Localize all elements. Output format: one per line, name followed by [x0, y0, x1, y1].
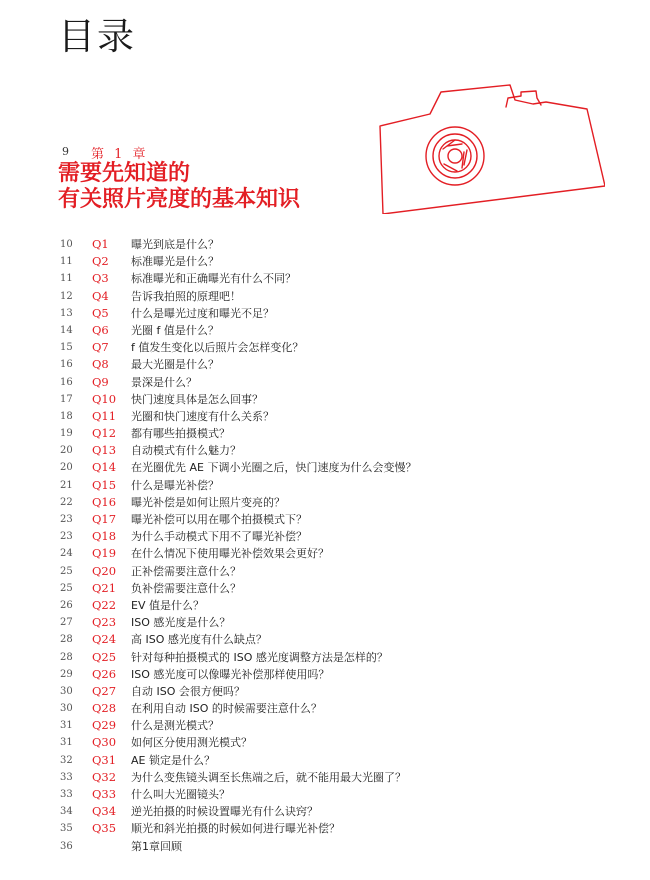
toc-page-number: 27 [60, 617, 73, 629]
toc-question-number: Q19 [92, 546, 117, 561]
toc-page-number: 28 [60, 651, 73, 663]
toc-entry[interactable] [0, 270, 650, 287]
chapter-title-line-2: 有关照片亮度的基本知识 [58, 187, 301, 212]
toc-entry[interactable] [0, 838, 650, 855]
toc-entry[interactable] [0, 803, 650, 820]
toc-entry-title: ISO 感光度可以像曝光补偿那样使用吗？ [131, 667, 330, 681]
toc-question-number: Q8 [92, 357, 109, 372]
toc-question-number: Q20 [92, 563, 117, 578]
toc-entry[interactable] [0, 425, 650, 442]
toc-entry[interactable] [0, 356, 650, 373]
toc-page-number: 30 [60, 703, 73, 715]
toc-entry-title: 顺光和斜光拍摄的时候如何进行曝光补偿？ [131, 822, 340, 836]
toc-page-number: 33 [60, 789, 73, 800]
toc-page-number: 21 [60, 479, 73, 491]
toc-entry-title: 曝光补偿是如何让照片变亮的？ [131, 495, 285, 509]
toc-page-number: 15 [60, 342, 73, 354]
toc-page-number: 12 [60, 290, 73, 302]
toc-entry[interactable] [0, 391, 650, 408]
toc-question-number: Q10 [92, 391, 117, 406]
toc-question-number: Q11 [92, 408, 117, 423]
toc-page-number: 16 [60, 376, 73, 388]
toc-page-number: 14 [60, 324, 73, 336]
toc-page-number: 26 [60, 599, 73, 611]
toc-entry-title: 什么叫大光圈镜头？ [131, 788, 230, 801]
toc-entry[interactable] [0, 545, 650, 562]
chapter-label: 第 1 章 [91, 147, 149, 162]
toc-page-number: 20 [60, 462, 73, 474]
toc-question-number: Q29 [92, 718, 117, 733]
toc-question-number: Q12 [92, 426, 117, 441]
table-of-contents [0, 236, 650, 855]
toc-entry[interactable] [0, 580, 650, 597]
toc-question-number: Q4 [92, 288, 109, 303]
toc-entry[interactable] [0, 459, 650, 476]
toc-question-number: Q22 [92, 597, 117, 612]
toc-entry[interactable] [0, 374, 650, 391]
toc-entry-title: 曝光补偿可以用在哪个拍摄模式下？ [131, 513, 307, 526]
toc-page-number: 29 [60, 668, 73, 680]
toc-question-number: Q21 [92, 580, 117, 595]
toc-entry[interactable] [0, 666, 650, 683]
toc-entry[interactable] [0, 717, 650, 734]
toc-page-number: 25 [60, 565, 73, 577]
toc-entry-title: 自动 ISO 会很方便吗？ [131, 684, 245, 698]
toc-entry-title: 什么是曝光补偿？ [131, 478, 219, 492]
toc-page-number: 10 [60, 239, 73, 250]
toc-entry-title: 高 ISO 感光度有什么缺点？ [131, 633, 267, 647]
toc-entry[interactable] [0, 649, 650, 666]
toc-entry-title: 景深是什么？ [131, 375, 197, 389]
toc-entry[interactable] [0, 597, 650, 614]
toc-entry[interactable] [0, 339, 650, 356]
toc-question-number: Q23 [92, 615, 117, 630]
toc-entry[interactable] [0, 563, 650, 580]
toc-entry[interactable] [0, 786, 650, 803]
toc-page-number: 11 [60, 273, 73, 285]
toc-entry[interactable] [0, 631, 650, 648]
toc-entry-title: 在利用自动 ISO 的时候需要注意什么？ [131, 702, 322, 716]
toc-page-number: 25 [60, 582, 73, 594]
toc-question-number: Q28 [92, 701, 117, 716]
toc-entry[interactable] [0, 700, 650, 717]
toc-page-number: 13 [60, 307, 73, 319]
toc-entry[interactable] [0, 305, 650, 322]
toc-entry[interactable] [0, 683, 650, 700]
toc-entry-title: 为什么变焦镜头调至长焦端之后，就不能用最大光圈了？ [131, 770, 406, 784]
toc-question-number: Q14 [92, 460, 117, 475]
toc-entry[interactable] [0, 477, 650, 494]
toc-page-number: 28 [60, 634, 73, 646]
toc-entry-title: 如何区分使用测光模式？ [131, 736, 252, 750]
toc-entry[interactable] [0, 236, 650, 253]
toc-entry-title: 第1章回顾 [131, 839, 182, 853]
toc-entry-title: f 值发生变化以后照片会怎样变化？ [131, 341, 304, 355]
camera-illustration [373, 82, 605, 214]
toc-page-number: 31 [60, 720, 73, 732]
toc-entry-title: 最大光圈是什么？ [131, 358, 219, 372]
toc-question-number: Q27 [92, 683, 117, 698]
toc-question-number: Q33 [92, 787, 117, 801]
toc-question-number: Q32 [92, 769, 117, 784]
toc-entry-title: 逆光拍摄的时候设置曝光有什么诀窍？ [131, 805, 318, 819]
toc-entry[interactable] [0, 408, 650, 425]
toc-entry-title: 为什么手动模式下用不了曝光补偿？ [131, 530, 307, 544]
toc-entry-title: 快门速度具体是怎么回事？ [131, 392, 263, 406]
toc-page-number: 22 [60, 496, 73, 508]
toc-question-number: Q13 [92, 443, 117, 458]
toc-question-number: Q9 [92, 374, 109, 389]
toc-entry[interactable] [0, 528, 650, 545]
toc-entry[interactable] [0, 769, 650, 786]
toc-question-number: Q16 [92, 494, 117, 509]
toc-page-number: 24 [60, 548, 73, 560]
toc-question-number: Q30 [92, 735, 117, 750]
toc-entry-title: 光圈和快门速度有什么关系？ [131, 409, 274, 423]
toc-page-number: 16 [60, 359, 73, 371]
toc-entry-title: 曝光到底是什么？ [131, 238, 219, 251]
toc-entry[interactable] [0, 442, 650, 459]
toc-page-number: 20 [60, 445, 73, 457]
toc-page-number: 11 [60, 256, 73, 268]
toc-question-number: Q1 [92, 237, 109, 251]
toc-question-number: Q17 [92, 512, 117, 526]
toc-question-number: Q35 [92, 821, 117, 836]
toc-entry-title: 正补偿需要注意什么？ [131, 564, 241, 578]
toc-question-number: Q25 [92, 649, 117, 664]
toc-entry-title: 在什么情况下使用曝光补偿效果会更好？ [131, 547, 329, 561]
toc-page-number: 35 [60, 823, 73, 835]
toc-page-number: 31 [60, 737, 73, 749]
chapter-page-number: 9 [62, 145, 69, 158]
toc-entry-title: 都有哪些拍摄模式？ [131, 427, 230, 441]
toc-entry-title: 自动模式有什么魅力？ [131, 444, 241, 458]
toc-question-number: Q31 [92, 752, 117, 767]
toc-question-number: Q5 [92, 305, 109, 320]
toc-entry-title: 什么是曝光过度和曝光不足？ [131, 306, 274, 320]
toc-entry-title: 告诉我拍照的原理吧！ [131, 289, 241, 303]
toc-page-number: 30 [60, 685, 73, 697]
toc-entry[interactable] [0, 494, 650, 511]
toc-page-number: 34 [60, 806, 73, 818]
toc-entry-title: EV 值是什么？ [131, 598, 204, 612]
toc-question-number: Q2 [92, 254, 109, 269]
toc-entry-title: ISO 感光度是什么？ [131, 616, 231, 630]
toc-entry[interactable] [0, 614, 650, 631]
toc-question-number: Q6 [92, 322, 109, 337]
chapter-title [58, 161, 388, 213]
toc-entry-title: 什么是测光模式？ [131, 719, 219, 733]
toc-page-number: 32 [60, 754, 73, 766]
toc-page-number: 19 [60, 428, 73, 440]
toc-entry-title: 针对每种拍摄模式的 ISO 感光度调整方法是怎样的？ [131, 650, 388, 664]
toc-entry[interactable] [0, 253, 650, 270]
page-title: 目录 [58, 15, 136, 58]
toc-entry[interactable] [0, 752, 650, 769]
toc-entry-title: 标准曝光是什么？ [131, 255, 219, 269]
toc-entry-title: 标准曝光和正确曝光有什么不同？ [131, 272, 296, 286]
toc-entry[interactable] [0, 734, 650, 751]
toc-page-number: 36 [60, 840, 73, 852]
toc-question-number: Q24 [92, 632, 117, 647]
toc-entry[interactable] [0, 820, 650, 837]
toc-page-number: 23 [60, 514, 73, 525]
toc-entry-title: 光圈 f 值是什么？ [131, 323, 219, 337]
toc-question-number: Q7 [92, 340, 109, 355]
toc-question-number: Q3 [92, 271, 109, 286]
chapter-title-line-1: 需要先知道的 [58, 161, 191, 186]
toc-question-number: Q26 [92, 666, 117, 681]
toc-page-number: 17 [60, 393, 73, 405]
toc-question-number: Q18 [92, 529, 117, 544]
toc-entry-title: 在光圈优先 AE 下调小光圈之后，快门速度为什么会变慢？ [131, 461, 417, 475]
toc-entry[interactable] [0, 288, 650, 305]
toc-entry-title: AE 锁定是什么？ [131, 753, 215, 767]
toc-page-number: 18 [60, 410, 73, 422]
toc-question-number: Q34 [92, 804, 117, 819]
toc-page-number: 33 [60, 771, 73, 783]
toc-question-number: Q15 [92, 477, 117, 492]
toc-entry[interactable] [0, 322, 650, 339]
toc-entry-title: 负补偿需要注意什么？ [131, 581, 241, 595]
toc-entry[interactable] [0, 511, 650, 528]
toc-page-number: 23 [60, 531, 73, 543]
